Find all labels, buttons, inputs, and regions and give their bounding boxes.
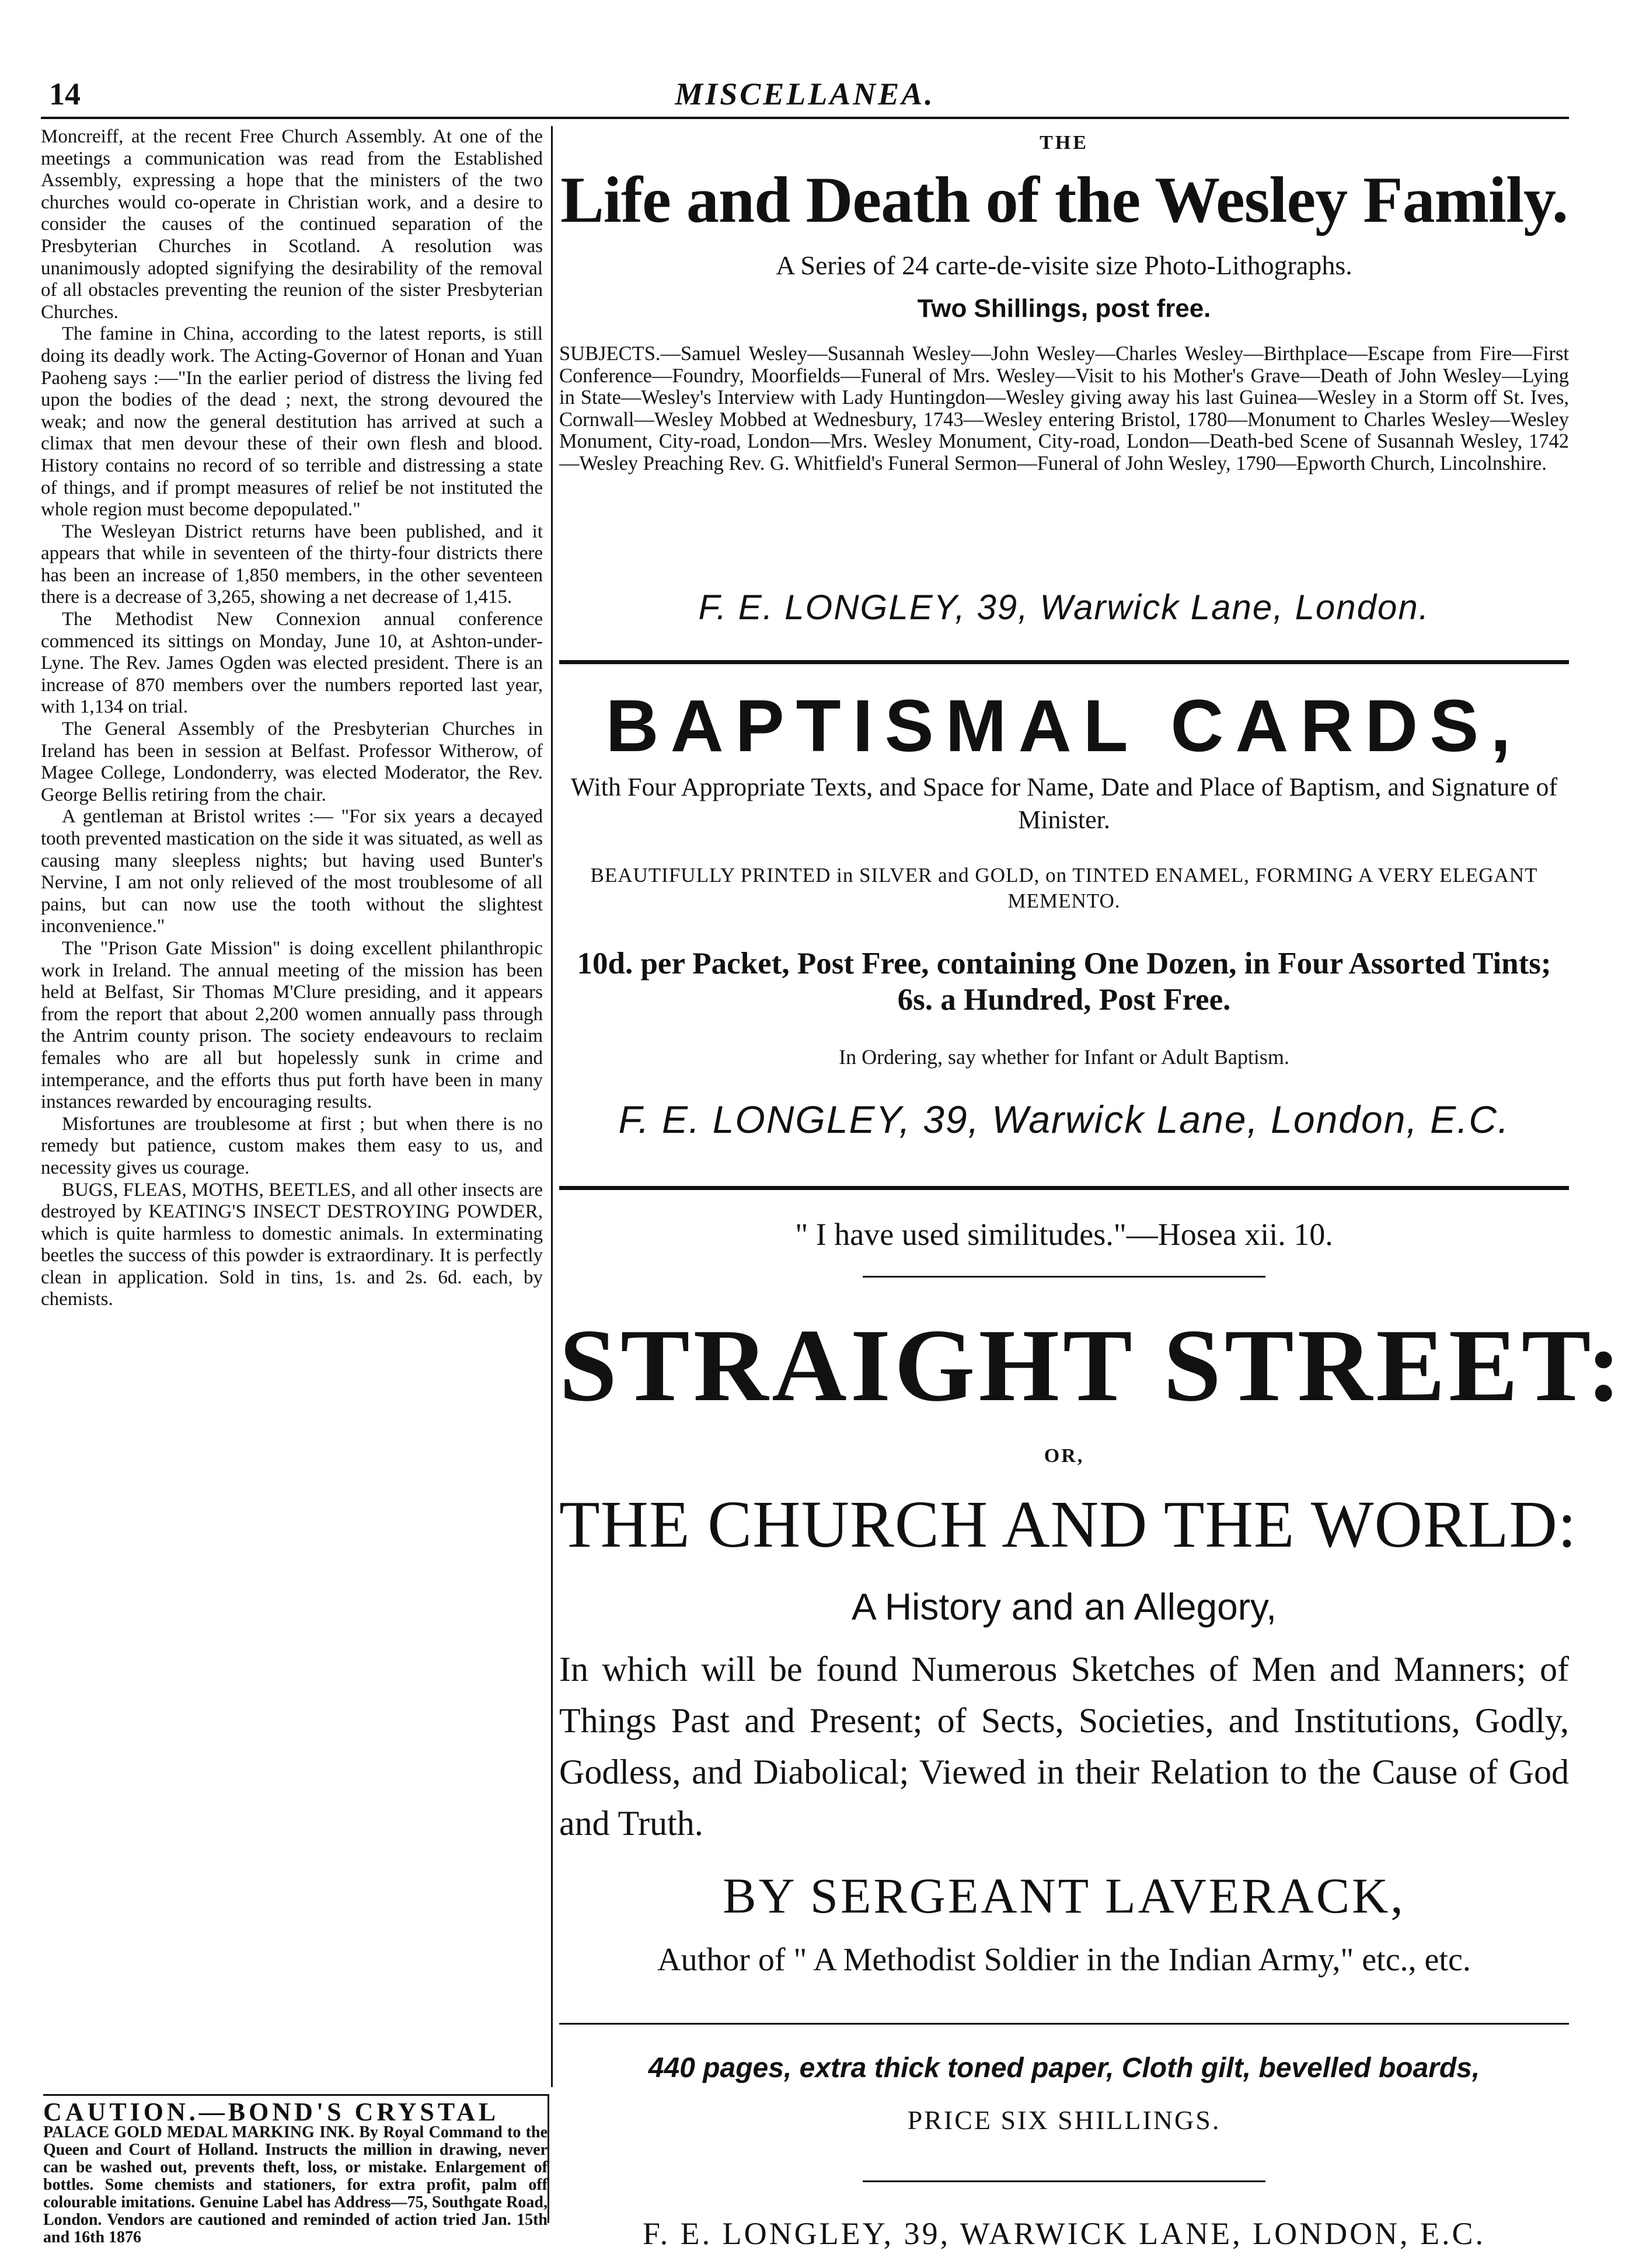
news-paragraph: A gentleman at Bristol writes :— "For six years a decayed tooth prevented mastication on the side it was situated, as well as causing many sleepless nights; but having used Bunter's Nervine, I am not only relieved of the most troublesome of all pains, but can now use the tooth without the slightest inconvenience." bbox=[41, 806, 543, 937]
straight-street-price: PRICE SIX SHILLINGS. bbox=[907, 2105, 1221, 2135]
news-paragraph: The "Prison Gate Mission" is doing excellent philanthropic work in Ireland. The annual meeting of the mission has been held at Belfast, Sir Thomas M'Clure presiding, and it appears from the report that about 2,200 women annually pass through the Antrim county prison. The society endeavours to reclaim females who are all but hopelessly sunk in crime and intemperance, and the efforts thus put forth have been in many instances rewarded by encouraging results. bbox=[41, 937, 543, 1113]
short-rule bbox=[863, 1276, 1265, 1278]
baptismal-ad-publisher: F. E. LONGLEY, 39, Warwick Lane, London, E.C. bbox=[618, 1098, 1510, 1141]
straight-street-quote: " I have used similitudes."—Hosea xii. 10. bbox=[795, 1217, 1333, 1252]
news-paragraph: The Wesleyan District returns have been published, and it appears that while in seventeen of the thirty-four districts there has been an increase of 1,850 members, in the other seventeen there is a decrease of 3,265, showing a net decrease of 1,415. bbox=[41, 521, 543, 608]
wesley-ad-subjects: SUBJECTS.—Samuel Wesley—Susannah Wesley—John Wesley—Charles Wesley—Birthplace—Escape from Fire—First Conference—Foundry, Moorfields—Funeral of Mrs. Wesley—Visit to his Mother's Grave—Death of John Wesley—Lying in State—Wesley's Interview with Lady Huntingdon—Wesley giving away his last Guinea—Wesley in a Storm off St. Ives, Cornwall—Wesley Mobbed at Wednesbury, 1743—Wesley entering Bristol, 1780—Monument to Charles Wesley—Wesley Monument, City-road, London—Mrs. Wesley Monument, City-road, London—Death-bed Scene of Susannah Wesley, 1742—Wesley Preaching Rev. G. Whitfield's Funeral Sermon—Funeral of John Wesley, 1790—Epworth Church, Lincolnshire. bbox=[559, 343, 1569, 474]
wesley-ad-price: Two Shillings, post free. bbox=[917, 294, 1211, 323]
straight-street-description: In which will be found Numerous Sketches of Men and Manners; of Things Past and Present; of Sects, Societies, and Institutions, Godly, Godless, and Diabolical; Viewed in their Relation to the Cause of God and Truth. bbox=[559, 1650, 1569, 1843]
wesley-ad-title: Life and Death of the Wesley Family. bbox=[560, 164, 1568, 236]
short-rule bbox=[863, 2180, 1265, 2182]
straight-street-subtitle: THE CHURCH AND THE WORLD: bbox=[559, 1487, 1577, 1561]
advert-divider bbox=[559, 1186, 1569, 1190]
page-header bbox=[41, 70, 1569, 123]
baptismal-ad-line: With Four Appropriate Texts, and Space for Name, Date and Place of Baptism, and Signature of Minister. bbox=[570, 773, 1558, 834]
header-rule bbox=[41, 117, 1569, 119]
news-paragraph: Misfortunes are troublesome at first ; but when there is no remedy but patience, custom makes them easy to us, and necessity gives us courage. bbox=[41, 1113, 543, 1178]
straight-street-author-of: Author of " A Methodist Soldier in the Indian Army," etc., etc. bbox=[657, 1942, 1471, 1978]
news-paragraph: The famine in China, according to the latest reports, is still doing its deadly work. The Acting-Governor of Honan and Yuan Paoheng says :—"In the earlier period of distress the living fed upon the bodies of the dead ; next, the strong devoured the weak; and now the general destitution has arrived at such a climax that men devour these of their own flesh and blood. History contains no record of so terrible and distressing a state of things, and if prompt measures of relief be not instituted the whole region must become depopulated." bbox=[41, 323, 543, 521]
baptismal-ad-title: BAPTISMAL CARDS, bbox=[605, 685, 1523, 767]
news-column bbox=[41, 126, 543, 2087]
straight-street-publisher: F. E. LONGLEY, 39, WARWICK LANE, LONDON, E.C. bbox=[642, 2216, 1486, 2251]
wesley-ad-subtitle: A Series of 24 carte-de-visite size Photo-Lithographs. bbox=[776, 250, 1352, 280]
caution-body: PALACE GOLD MEDAL MARKING INK. By Royal Command to the Queen and Court of Holland. Instructs the million in drawing, never can be washed out, prevents theft, loss, or mistake. Enlargement of bottles. Some chemists and stationers, for extra profit, palm off colourable imitations. Genuine Label has Address—75, Southgate Road, London. Vendors are cautioned and reminded of action tried Jan. 15th and 16th 1876 bbox=[43, 2123, 548, 2246]
news-paragraph: The Methodist New Connexion annual conference commenced its sittings on Monday, June 10, at Ashton-under-Lyne. The Rev. James Ogden was elected president. There is an increase of 870 members over the numbers reported last year, with 1,134 on trial. bbox=[41, 609, 543, 718]
wesley-ad-kicker: THE bbox=[1040, 132, 1089, 153]
news-paragraph: BUGS, FLEAS, MOTHS, BEETLES, and all other insects are destroyed by KEATING'S INSECT DESTROYING POWDER, which is quite harmless to domestic animals. In exterminating beetles the success of this powder is extraordinary. It is perfectly clean in application. Sold in tins, 1s. and 2s. 6d. each, by chemists. bbox=[41, 1179, 543, 1310]
straight-street-pages: 440 pages, extra thick toned paper, Cloth gilt, bevelled boards, bbox=[648, 2053, 1480, 2084]
column-rule bbox=[551, 126, 553, 2087]
straight-street-author: BY SERGEANT LAVERACK, bbox=[723, 1868, 1406, 1924]
wesley-ad-publisher: F. E. LONGLEY, 39, Warwick Lane, London. bbox=[698, 588, 1430, 627]
page-number: 14 bbox=[49, 76, 81, 111]
caution-heading: CAUTION.—BOND'S CRYSTAL bbox=[43, 2098, 500, 2126]
straight-street-title: STRAIGHT STREET: bbox=[559, 1307, 1625, 1423]
baptismal-ad-price: 10d. per Packet, Post Free, containing One Dozen, in Four Assorted Tints; 6s. a Hundred, Post Free. bbox=[577, 947, 1551, 1017]
news-paragraph: Moncreiff, at the recent Free Church Assembly. At one of the meetings a communication was read from the Established Assembly, expressing a hope that the ministers of the two churches would co-operate in Christian work, and a desire to consider the causes of the continued separation of the Presbyterian Churches in Scotland. A resolution was unanimously adopted signifying the desirability of the removal of all obstacles preventing the reunion of the sister Presbyterian Churches. bbox=[41, 126, 543, 323]
caution-notice bbox=[43, 2094, 549, 2246]
running-head: MISCELLANEA. bbox=[675, 76, 935, 111]
advert-divider bbox=[559, 2023, 1569, 2025]
straight-street-history: A History and an Allegory, bbox=[851, 1586, 1277, 1628]
straight-street-or: OR, bbox=[1044, 1445, 1085, 1467]
baptismal-ad-line: BEAUTIFULLY PRINTED in SILVER and GOLD, on TINTED ENAMEL, FORMING A VERY ELEGANT MEMENTO. bbox=[590, 864, 1538, 912]
news-paragraph: The General Assembly of the Presbyterian Churches in Ireland has been in session at Belfast. Professor Witherow, of Magee College, Londonderry, was elected Moderator, the Rev. George Bellis retiring from the chair. bbox=[41, 718, 543, 805]
baptismal-ad-line: In Ordering, say whether for Infant or Adult Baptism. bbox=[839, 1045, 1289, 1069]
advert-divider bbox=[559, 660, 1569, 664]
